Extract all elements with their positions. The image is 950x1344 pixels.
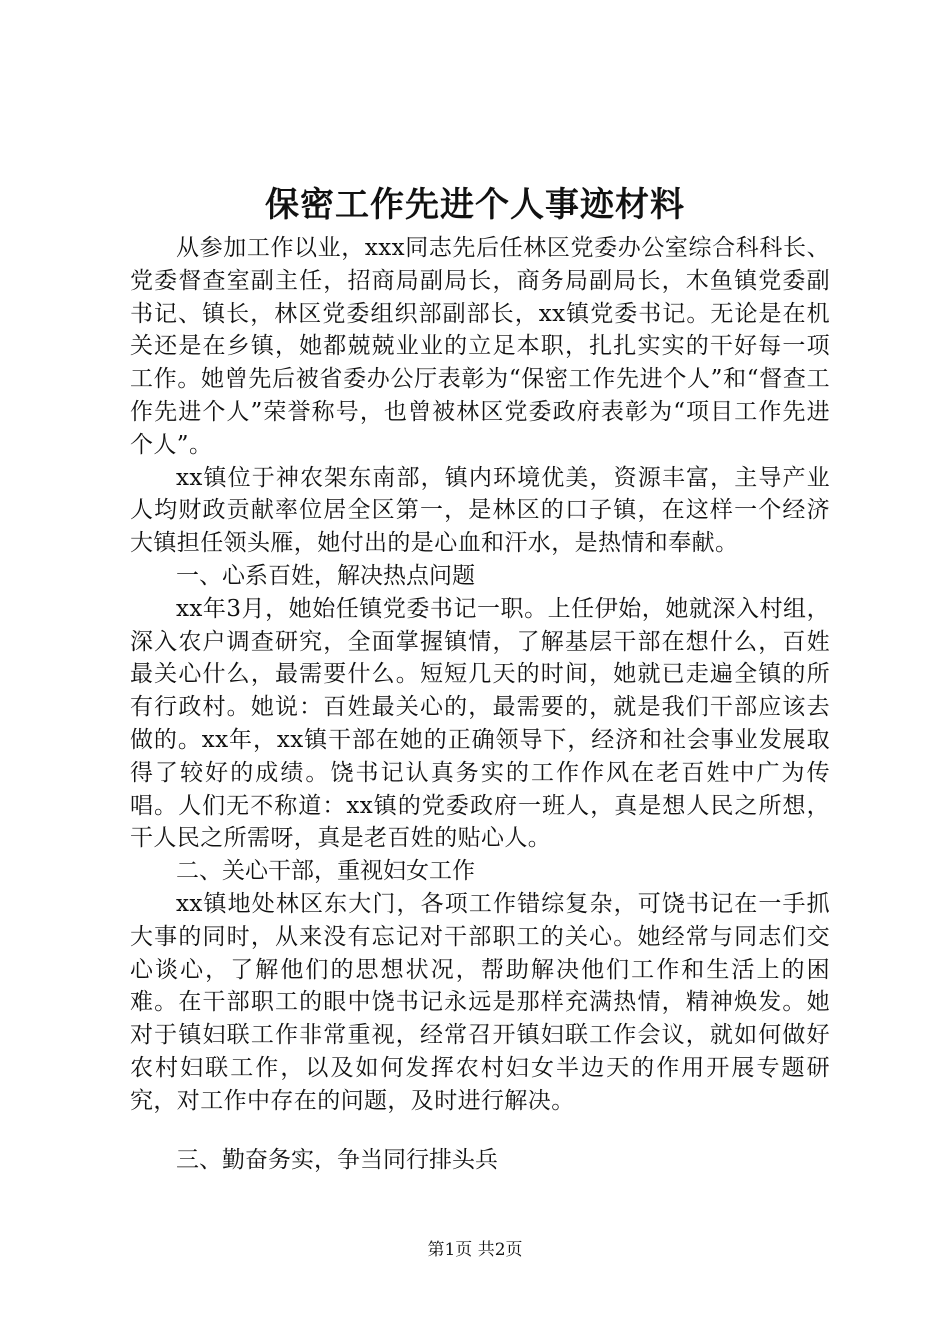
paragraph-section-2: xx镇地处林区东大门，各项工作错综复杂，可饶书记在一手抓大事的同时，从来没有忘记对干部职工的关心。她经常与同志们交心谈心，了解他们的思想状况，帮助解决他们工作和生活上的困难。在干部职工的眼中饶书记永远是那样充满热情，精神焕发。她对于镇妇联工作非常重视，经常召开镇妇联工作会议，就如何做好农村妇联工作，以及如何发挥农村妇女半边天的作用开展专题研究，对工作中存在的问题，及时进行解决。: [130, 890, 830, 1114]
paragraph-section-1: xx年3月，她始任镇党委书记一职。上任伊始，她就深入村组，深入农户调查研究，全面掌握镇情，了解基层干部在想什么，百姓最关心什么，最需要什么。短短几天的时间，她就已走遍全镇的所有行政村。她说：百姓最关心的，最需要的，就是我们干部应该去做的。xx年，xx镇干部在她的正确领导下，经济和社会事业发展取得了较好的成绩。饶书记认真务实的工作作风在老百姓中广为传唱。人们无不称道：xx镇的党委政府一班人，真是想人民之所想，干人民之所需呀，真是老百姓的贴心人。: [130, 595, 830, 852]
page-number-footer: 第1页 共2页: [427, 1240, 523, 1260]
paragraph-town: xx镇位于神农架东南部，镇内环境优美，资源丰富，主导产业人均财政贡献率位居全区第一，是林区的口子镇，在这样一个经济大镇担任领头雁，她付出的是心血和汗水，是热情和奉献。: [130, 464, 830, 557]
section-heading-1: 一、心系百姓，解决热点问题: [176, 562, 475, 589]
paragraph-intro: 从参加工作以业，xxx同志先后任林区党委办公室综合科科长、党委督查室副主任，招商局副局长，商务局副局长，木鱼镇党委副书记、镇长，林区党委组织部副部长，xx镇党委书记。无论是在机关还是在乡镇，她都兢兢业业的立足本职，扎扎实实的干好每一项工作。她曾先后被省委办公厅表彰为“保密工作先进个人”和“督查工作先进个人”荣誉称号，也曾被林区党委政府表彰为“项目工作先进个人”。: [130, 235, 830, 458]
section-heading-2: 二、关心干部，重视妇女工作: [176, 858, 475, 885]
document-body: [130, 232, 830, 1176]
section-heading-3: 三、勤奋务实，争当同行排头兵: [176, 1146, 498, 1173]
document-title: 保密工作先进个人事迹材料: [265, 185, 685, 225]
